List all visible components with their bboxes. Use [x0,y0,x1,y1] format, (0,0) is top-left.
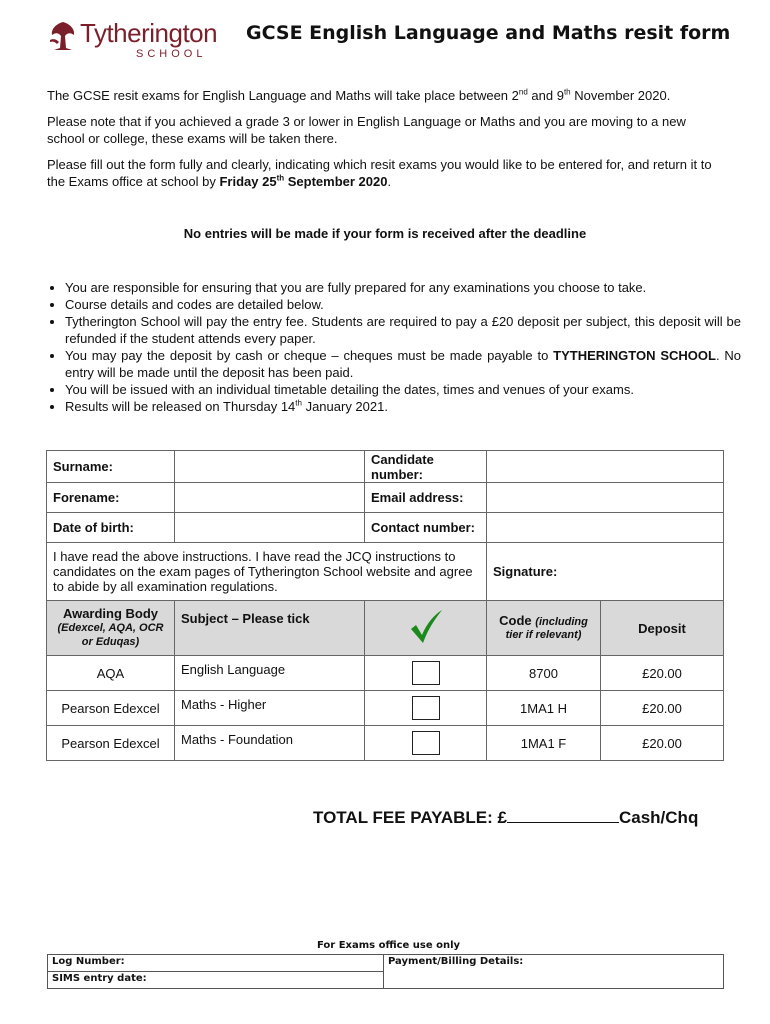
intro-paragraph-deadline: Please fill out the form fully and clearly, indicating which resit exams you would like to be entered for, and return it to the Exams office at school by Friday 25th September 2020. [47,157,712,189]
tick-header [365,601,487,656]
declaration-text: I have read the above instructions. I have read the JCQ instructions to candidates on the exam pages of Tytherington School website and agree to abide by all examination regulations. [47,543,487,601]
total-fee-label: TOTAL FEE PAYABLE: £ [313,808,507,827]
total-fee [313,806,698,828]
subject-name: Maths - Higher [175,691,365,726]
school-logo [48,18,228,58]
total-fee-field[interactable] [507,806,619,823]
office-use-title: For Exams office use only [317,940,461,951]
subject-deposit: £20.00 [601,726,724,761]
tree-logo-icon [48,20,78,52]
entry-form-table [46,450,724,761]
subject-checkbox[interactable] [412,731,440,755]
surname-field[interactable] [175,451,365,483]
email-label: Email address: [365,483,487,513]
surname-label: Surname: [47,451,175,483]
signature-label: Signature: [493,564,558,579]
dob-label: Date of birth: [47,513,175,543]
logo-name: Tytherington [80,18,218,48]
subject-code: 1MA1 H [487,691,601,726]
email-field[interactable] [487,483,724,513]
subject-checkbox-cell [365,726,487,761]
deposit-header: Deposit [601,601,724,656]
awarding-body: Pearson Edexcel [47,726,175,761]
dob-field[interactable] [175,513,365,543]
deadline-notice: No entries will be made if your form is received after the deadline [183,226,587,241]
contact-label: Contact number: [365,513,487,543]
office-use-table [47,954,724,989]
table-row [47,656,724,691]
subject-checkbox-cell [365,691,487,726]
subject-name: English Language [175,656,365,691]
intro-paragraph-note: Please note that if you achieved a grade 3 or lower in English Language or Maths and you are moving to a new school or college, these exams will be taken there. [47,114,686,146]
list-item: • Tytherington School will pay the entry fee. Students are required to pay a £20 deposit per subject, this deposit will be refunded if the student attends every paper. [65,313,741,347]
table-row [47,726,724,761]
sims-entry-date-field[interactable]: SIMS entry date: [48,972,384,989]
log-number-field[interactable]: Log Number: [48,955,384,972]
page-title: GCSE English Language and Maths resit form [246,22,731,44]
subject-deposit: £20.00 [601,656,724,691]
subject-deposit: £20.00 [601,691,724,726]
awarding-body: Pearson Edexcel [47,691,175,726]
list-item: • Course details and codes are detailed below. [65,296,741,313]
subject-code: 8700 [487,656,601,691]
checkmark-icon [408,609,444,645]
forename-label: Forename: [47,483,175,513]
candidate-number-field[interactable] [487,451,724,483]
awarding-body-header: Awarding Body (Edexcel, AQA, OCR or Eduqas) [47,601,175,656]
forename-field[interactable] [175,483,365,513]
table-row [47,691,724,726]
list-item: • You are responsible for ensuring that you are fully prepared for any examinations you choose to take. [65,279,741,296]
subject-checkbox[interactable] [412,661,440,685]
payment-method-label: Cash/Chq [618,808,699,827]
subject-code: 1MA1 F [487,726,601,761]
list-item: • You will be issued with an individual timetable detailing the dates, times and venues of your exams. [65,381,741,398]
payment-details-field[interactable]: Payment/Billing Details: [384,955,724,989]
candidate-number-label: Candidate number: [365,451,487,483]
awarding-body: AQA [47,656,175,691]
code-header: Code (including tier if relevant) [487,601,601,656]
instructions-list [47,279,741,415]
signature-field[interactable] [487,543,724,601]
list-item: • You may pay the deposit by cash or cheque – cheques must be made payable to TYTHERINGTON SCHOOL. No entry will be made until the deposit has been paid. [65,347,741,381]
subject-checkbox-cell [365,656,487,691]
subject-header: Subject – Please tick [175,601,365,656]
subject-checkbox[interactable] [412,696,440,720]
contact-field[interactable] [487,513,724,543]
list-item: • Results will be released on Thursday 14th January 2021. [65,398,741,415]
subject-name: Maths - Foundation [175,726,365,761]
logo-subtitle: SCHOOL [136,48,207,60]
intro-paragraph-dates: The GCSE resit exams for English Language and Maths will take place between 2nd and 9th November 2020. [47,87,671,103]
